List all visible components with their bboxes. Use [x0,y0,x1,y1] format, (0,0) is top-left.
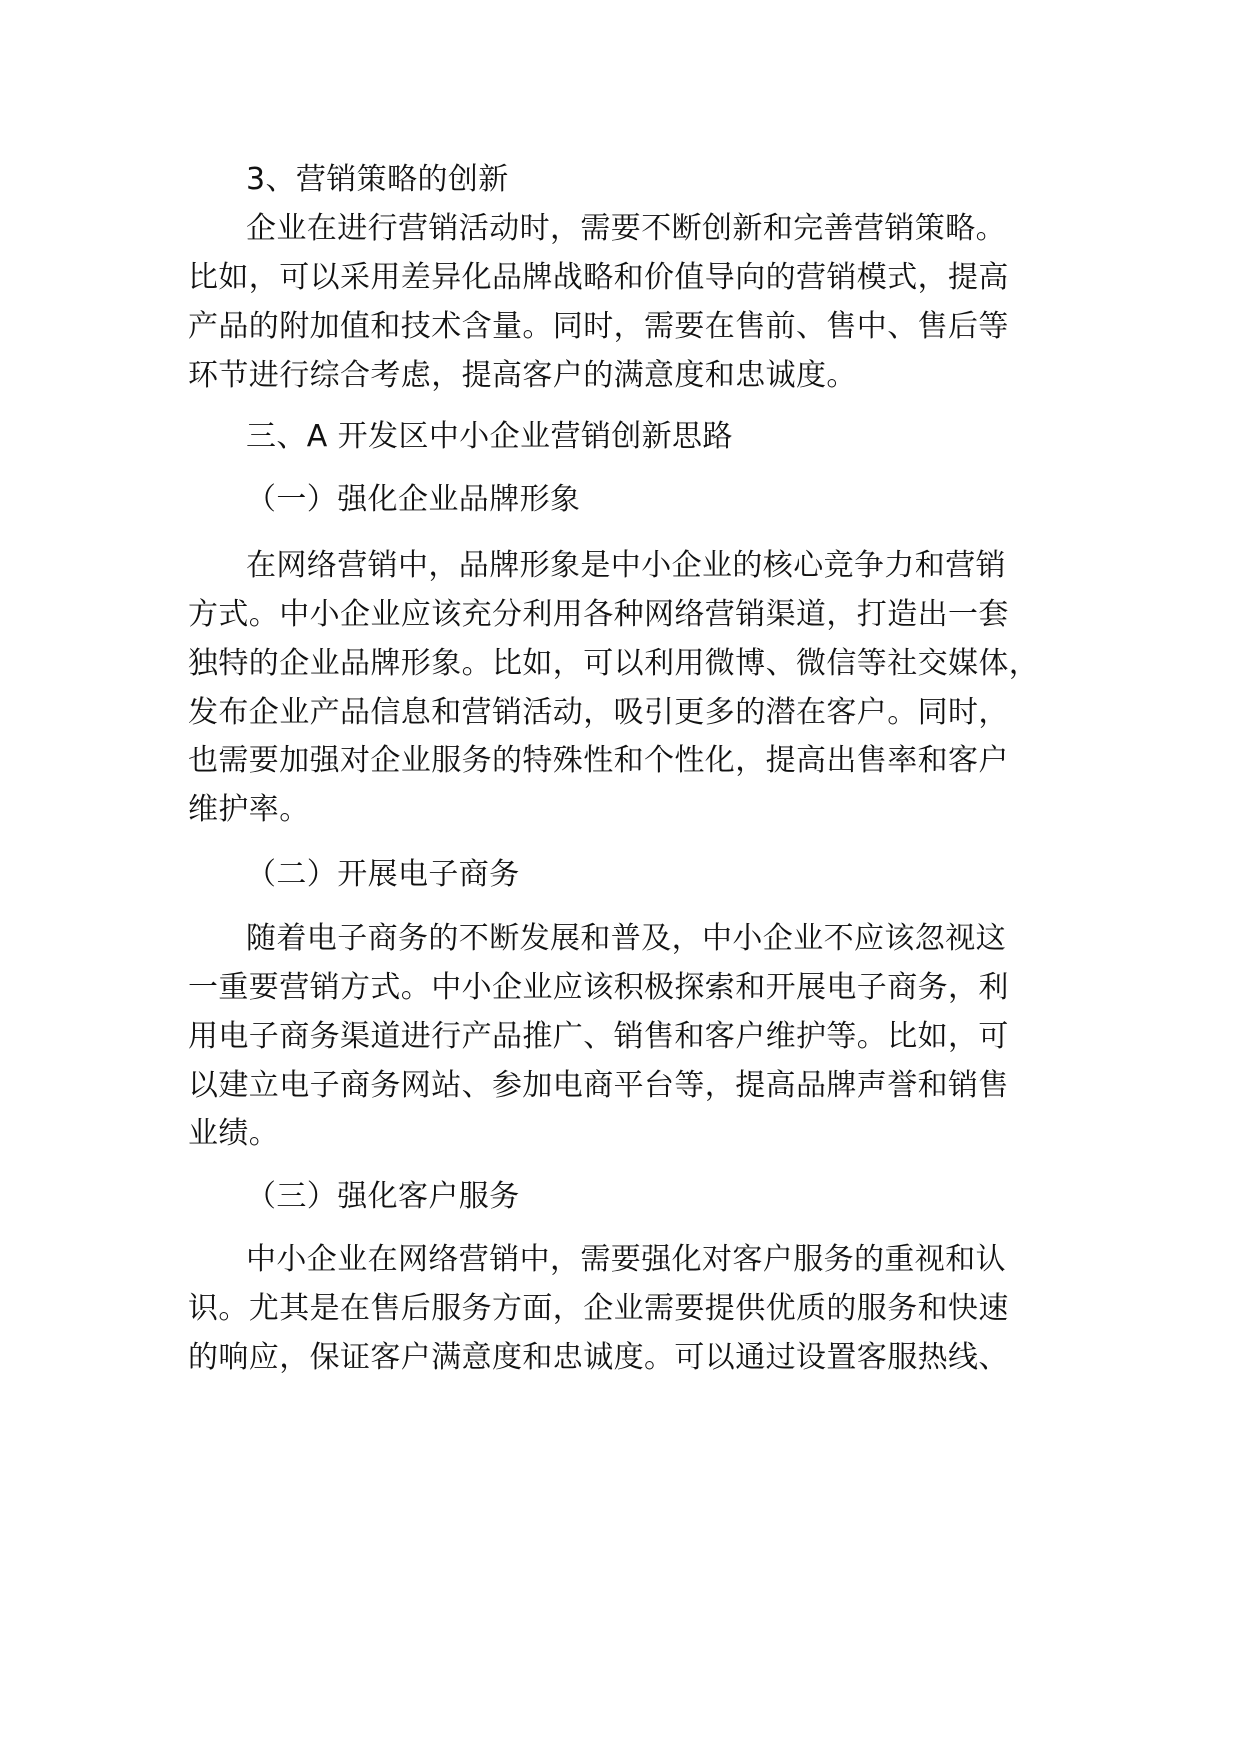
section-heading-innovation-ideas: 三、A 开发区中小企业营销创新思路 [246,419,733,454]
paragraph-line: 也需要加强对企业服务的特殊性和个性化，提高出售率和客户 [188,743,1009,778]
paragraph-line: 发布企业产品信息和营销活动，吸引更多的潜在客户。同时， [188,695,1009,730]
paragraph-line: 独特的企业品牌形象。比如，可以利用微博、微信等社交媒体， [188,646,1040,681]
paragraph-line: 在网络营销中，品牌形象是中小企业的核心竞争力和营销 [246,548,1006,583]
paragraph-line: 以建立电子商务网站、参加电商平台等，提高品牌声誉和销售 [188,1068,1009,1103]
paragraph-line: 中小企业在网络营销中，需要强化对客户服务的重视和认 [246,1242,1006,1277]
subheading-ecommerce: （二）开展电子商务 [246,857,520,892]
paragraph-line: 比如，可以采用差异化品牌战略和价值导向的营销模式，提高 [188,260,1009,295]
paragraph-line: 产品的附加值和技术含量。同时，需要在售前、售中、售后等 [188,309,1009,344]
paragraph-line: 一重要营销方式。中小企业应该积极探索和开展电子商务，利 [188,970,1009,1005]
paragraph-line: 环节进行综合考虑，提高客户的满意度和忠诚度。 [188,358,857,393]
paragraph-line: 方式。中小企业应该充分利用各种网络营销渠道，打造出一套 [188,597,1009,632]
paragraph-line: 的响应，保证客户满意度和忠诚度。可以通过设置客服热线、 [188,1340,1009,1375]
paragraph-line: 企业在进行营销活动时，需要不断创新和完善营销策略。 [246,211,1006,246]
paragraph-line: 随着电子商务的不断发展和普及，中小企业不应该忽视这 [246,921,1006,956]
paragraph-line: 识。尤其是在售后服务方面，企业需要提供优质的服务和快速 [188,1291,1009,1326]
subheading-brand-image: （一）强化企业品牌形象 [246,482,581,517]
section-heading-marketing-strategy: 3、营销策略的创新 [246,162,509,197]
paragraph-line: 用电子商务渠道进行产品推广、销售和客户维护等。比如，可 [188,1019,1009,1054]
paragraph-line: 业绩。 [188,1116,280,1151]
subheading-customer-service: （三）强化客户服务 [246,1179,520,1214]
paragraph-line: 维护率。 [188,792,310,827]
